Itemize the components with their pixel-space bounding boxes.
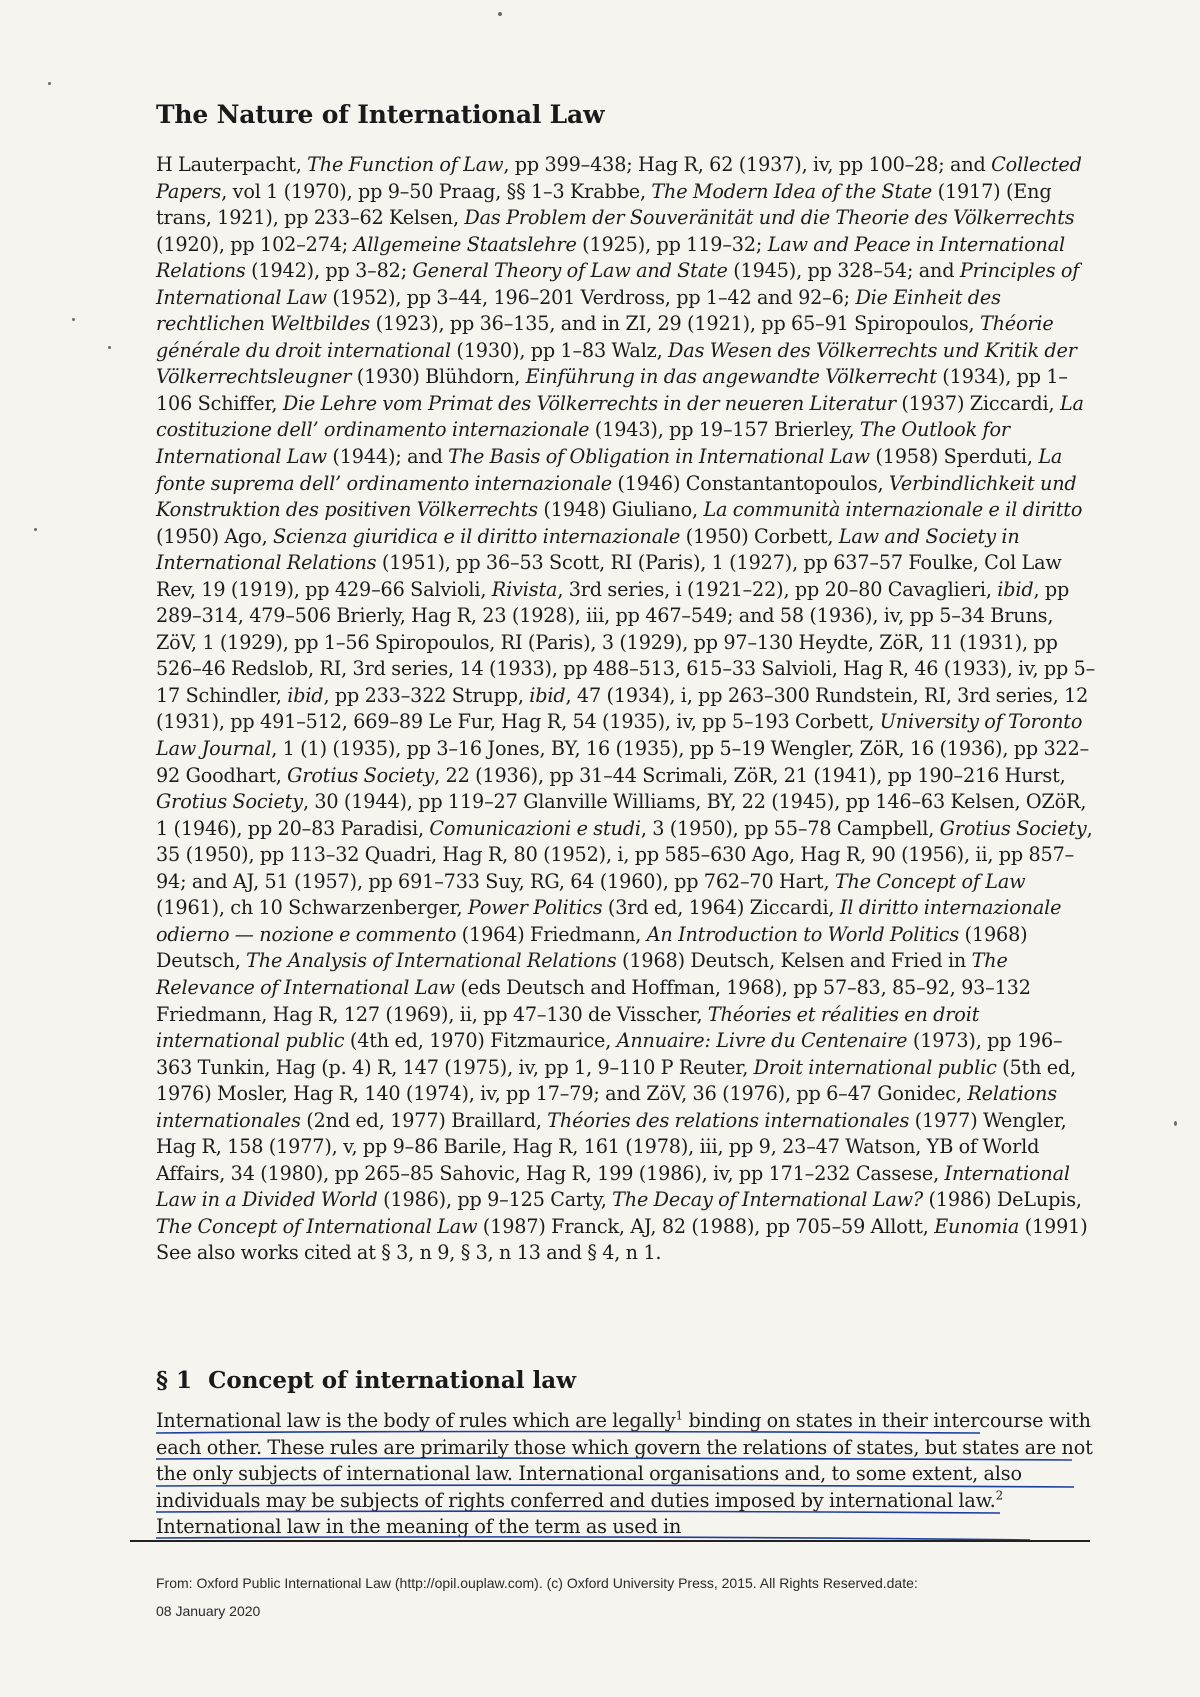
citation-text: (4th ed, 1970) Fitzmaurice,: [344, 1029, 617, 1053]
citation-title: ibid: [997, 577, 1034, 601]
citation-text: , 1 (1) (1935), pp 3–16 Jones, BY, 16 (1935), pp 5–19 Wengler, ZöR, 16 (1936), pp 322–92 Goodhart,: [156, 737, 1090, 787]
citation-text: , vol 1 (1970), pp 9–50 Praag, §§ 1–3 Krabbe,: [221, 179, 652, 203]
citation-text: (1952), pp 3–44, 196–201 Verdross, pp 1–42 and 92–6;: [326, 285, 856, 309]
citation-title: Il diritto internazionale odierno — nozione e commento: [156, 896, 1062, 946]
citation-text: (1977) Wengler, Hag R, 158 (1977), v, pp 9–86 Barile, Hag R, 161 (1978), iii, pp 9, 23–47 Watson, YB of World Affairs, 34 (1980), pp 265–85 Sahovic, Hag R, 199 (1986), iv, pp 171–232 Cassese,: [156, 1108, 1067, 1185]
citation-title: Power Politics: [467, 896, 603, 920]
citation-title: Grotius Society: [156, 790, 303, 814]
scan-speck: [1174, 1121, 1177, 1126]
citation-title: Grotius Society: [939, 816, 1087, 840]
citation-title: Law and Society in International Relations: [156, 524, 1020, 575]
citation-title: The Outlook for International Law: [156, 418, 1010, 469]
citation-title: University of Toronto Law Journal: [156, 710, 1083, 761]
citation-text: (2nd ed, 1977) Braillard,: [300, 1108, 548, 1132]
scan-speck: [498, 12, 502, 16]
citation-title: Droit international public: [753, 1055, 997, 1079]
citation-text: (1943), pp 19–157 Brierley,: [589, 418, 860, 442]
citation-text: (1968) Deutsch,: [156, 922, 1028, 973]
citation-text: (1961), ch 10 Schwarzenberger,: [156, 896, 468, 920]
citation-title: La communità internazionale e il diritto: [703, 498, 1083, 522]
citation-title: ibid: [529, 683, 566, 707]
scan-speck: [48, 82, 51, 85]
citation-text: (1920), pp 102–274;: [156, 232, 354, 256]
section-title: Concept of international law: [208, 1367, 576, 1394]
citation-text: (1944); and: [326, 445, 449, 469]
concept-text: International law in the meaning of the term as used in: [156, 1515, 682, 1539]
citation-title: Das Wesen des Völkerrechts und Kritik der Völkerrechtsleugner: [156, 338, 1077, 389]
citation-text: (1987) Franck, AJ, 82 (1988), pp 705–59 Allott,: [477, 1214, 935, 1238]
citation-text: (1958) Sperduti,: [869, 445, 1039, 469]
citation-text: (5th ed, 1976) Mosler, Hag R, 140 (1974), iv, pp 17–79; and ZöV, 36 (1976), pp 6–47 Gonidec,: [156, 1055, 1077, 1106]
citation-title: La fonte suprema dell’ ordinamento internazionale: [156, 445, 1063, 495]
citation-title: Annuaire: Livre du Centenaire: [616, 1029, 908, 1053]
footnote-ref[interactable]: 2: [995, 1488, 1004, 1503]
citation-title: International Law in a Divided World: [156, 1161, 1070, 1212]
citation-title: The Concept of Law: [834, 869, 1026, 893]
footer-date-line: 08 January 2020: [156, 1603, 261, 1619]
citation-title: Scienza giuridica e il diritto internazionale: [273, 524, 681, 548]
citation-text: H Lauterpacht,: [156, 153, 308, 176]
citation-text: (1946) Constantantopoulos,: [611, 471, 889, 495]
citation-text: , 35 (1950), pp 113–32 Quadri, Hag R, 80 (1952), i, pp 585–630 Ago, Hag R, 90 (1956), ii, pp 857–94; and AJ, 51 (1957), pp 691–733 Suy, RG, 64 (1960), pp 762–70 Hart,: [156, 816, 1093, 893]
citation-text: , 47 (1934), i, pp 263–300 Rundstein, RI, 3rd series, 12 (1931), pp 491–512, 669–89 Le Fur, Hag R, 54 (1935), iv, pp 5–193 Corbett,: [156, 683, 1089, 734]
citation-text: (1950) Corbett,: [680, 524, 839, 548]
citation-text: , 30 (1944), pp 119–27 Glanville Williams, BY, 22 (1945), pp 146–63 Kelsen, OZöR, 1 (1946), pp 20–83 Paradisi,: [156, 790, 1087, 840]
citation-title: Comunicazioni e studi: [429, 816, 641, 840]
citation-text: , 3 (1950), pp 55–78 Campbell,: [640, 816, 940, 840]
citation-title: The Analysis of International Relations: [246, 949, 617, 973]
citation-title: Die Lehre vom Primat des Völkerrechts in der neueren Literatur: [282, 391, 896, 415]
concept-text: binding on states in their intercourse with each other. These rules are primarily those which govern the relations of states, but states are not the only subjects of international law. International organisations and, to some extent, also individuals may be subjects of rights conferred and duties imposed by international law.: [156, 1409, 1093, 1512]
citation-title: The Concept of International Law: [156, 1214, 478, 1238]
document-title: The Nature of International Law: [156, 100, 605, 129]
citation-title: The Function of Law: [307, 153, 504, 176]
citation-text: (1968) Deutsch, Kelsen and Fried in: [616, 949, 972, 973]
citation-text: (1930), pp 1–83 Walz,: [450, 338, 669, 362]
citation-text: (1923), pp 36–135, and in ZI, 29 (1921), pp 65–91 Spiropoulos,: [370, 312, 980, 336]
footer-source-line: From: Oxford Public International Law (http://opil.ouplaw.com). (c) Oxford University Press, 2015. All Rights Reserved.date:: [156, 1575, 918, 1591]
citation-title: Verbindlichkeit und Konstruktion des positiven Völkerrechts: [156, 471, 1077, 522]
section-number: § 1: [156, 1367, 193, 1394]
citation-text: , 22 (1936), pp 31–44 Scrimali, ZöR, 21 (1941), pp 190–216 Hurst,: [434, 763, 1066, 787]
footnote-ref[interactable]: 1: [675, 1408, 683, 1423]
citation-text: (1986), pp 9–125 Carty,: [377, 1188, 613, 1212]
citation-title: Eunomia: [934, 1214, 1020, 1238]
citation-text: (1951), pp 36–53 Scott, RI (Paris), 1 (1927), pp 637–57 Foulke, Col Law Rev, 19 (1919), pp 429–66 Salvioli,: [156, 551, 1062, 601]
citation-title: The Modern Idea of the State: [651, 179, 933, 203]
citation-text: (1973), pp 196–363 Tunkin, Hag (p. 4) R, 147 (1975), iv, pp 1, 9–110 P Reuter,: [156, 1029, 1063, 1079]
citation-text: (1964) Friedmann,: [456, 922, 647, 946]
citation-text: (eds Deutsch and Hoffman, 1968), pp 57–83, 85–92, 93–132 Friedmann, Hag R, 127 (1969), ii, pp 47–130 de Visscher,: [156, 975, 1031, 1026]
citation-text: (1945), pp 328–54; and: [727, 259, 960, 283]
citation-title: La costituzione dell’ ordinamento internazionale: [156, 391, 1084, 442]
citation-text: (1942), pp 3–82;: [245, 259, 413, 283]
citation-text: , pp 289–314, 479–506 Brierly, Hag R, 23 (1928), iii, pp 467–549; and 58 (1936), iv, pp 5–34 Bruns, ZöV, 1 (1929), pp 1–56 Spiropoulos, RI (Paris), 3 (1929), pp 97–130 Heydte, ZöR, 11 (1931), pp 526–46 Redslob, RI, 3rd series, 14 (1933), pp 488–513, 615–33 Salvioli, Hag R, 46 (1933), iv, pp 5–17 Schindler,: [156, 577, 1096, 707]
citation-title: Collected Papers: [156, 153, 1082, 203]
concept-text: International law is the body of rules which are legally: [156, 1409, 676, 1432]
citation-title: Relations internationales: [156, 1082, 1057, 1132]
citation-text: (1948) Giuliano,: [537, 498, 704, 522]
citation-title: General Theory of Law and State: [412, 259, 728, 283]
citation-title: The Relevance of International Law: [156, 949, 1008, 999]
citation-title: Grotius Society: [287, 763, 435, 787]
citation-title: Allgemeine Staatslehre: [353, 232, 577, 256]
citation-text: (1934), pp 1–106 Schiffer,: [156, 365, 1068, 415]
citation-title: Die Einheit des rechtlichen Weltbildes: [156, 285, 1001, 336]
citation-title: Théories des relations internationales: [547, 1108, 910, 1132]
scan-speck: [72, 318, 75, 321]
citation-text: (1991) See also works cited at § 3, n 9, § 3, n 13 and § 4, n 1.: [156, 1214, 1088, 1265]
section-heading: [156, 1367, 576, 1394]
citation-title: Principles of International Law: [156, 259, 1080, 309]
citation-title: The Basis of Obligation in International Law: [448, 445, 870, 469]
citation-title: Rivista: [491, 577, 558, 601]
concept-paragraph: [156, 1408, 1098, 1541]
citation-title: An Introduction to World Politics: [646, 922, 960, 946]
bibliography-paragraph: [156, 152, 1098, 1267]
scan-speck: [34, 528, 37, 531]
page-footer: [156, 1569, 1106, 1625]
citation-text: , pp 399–438; Hag R, 62 (1937), iv, pp 100–28; and: [503, 153, 992, 176]
citation-title: Law and Peace in International Relations: [156, 232, 1066, 283]
citation-text: (1925), pp 119–32;: [576, 232, 768, 256]
citation-text: , pp 233–322 Strupp,: [323, 683, 530, 707]
citation-text: (1917) (Eng trans, 1921), pp 233–62 Kelsen,: [156, 179, 1052, 230]
scan-speck: [108, 346, 111, 349]
citation-title: Einführung in das angewandte Völkerrecht: [525, 365, 937, 389]
citation-title: Théories et réalities en droit international public: [156, 1002, 980, 1053]
citation-text: (3rd ed, 1964) Ziccardi,: [602, 896, 840, 920]
citation-title: ibid: [287, 683, 324, 707]
citation-text: (1986) DeLupis,: [923, 1188, 1082, 1212]
citation-text: (1937) Ziccardi,: [895, 391, 1060, 415]
citation-text: , 3rd series, i (1921–22), pp 20–80 Cavaglieri,: [557, 577, 998, 601]
citation-title: Théorie générale du droit international: [156, 312, 1054, 362]
citation-title: Das Problem der Souveränität und die Theorie des Völkerrechts: [464, 206, 1075, 230]
citation-text: (1950) Ago,: [156, 524, 273, 548]
citation-text: (1930) Blühdorn,: [351, 365, 526, 389]
citation-title: The Decay of International Law?: [612, 1188, 924, 1212]
